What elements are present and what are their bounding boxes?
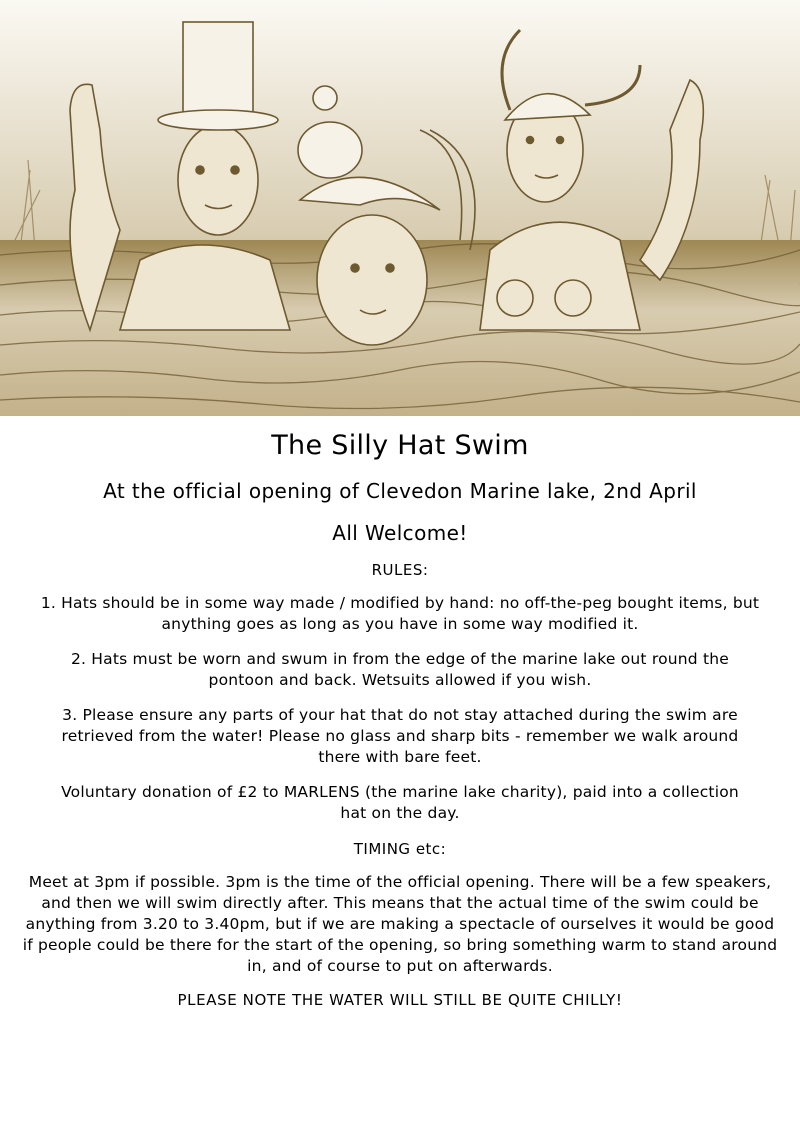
welcome-line: All Welcome! [332, 521, 468, 545]
rule-2: 2. Hats must be worn and swum in from the edge of the marine lake out round the pontoon and back. Wetsuits allowed if you wish. [70, 650, 729, 689]
flyer-title: The Silly Hat Swim [271, 430, 529, 461]
rule-1: 1. Hats should be in some way made / modified by hand: no off-the-peg bought items, but anything goes as long as you have in some way modified it. [40, 594, 760, 633]
swimmers-illustration [0, 0, 800, 416]
illustration-svg [0, 0, 800, 416]
timing-heading: TIMING etc: [353, 840, 447, 858]
chilly-water-note: PLEASE NOTE THE WATER WILL STILL BE QUITE CHILLY! [177, 991, 623, 1009]
rule-3: 3. Please ensure any parts of your hat that do not stay attached during the swim are retrieved from the water! Please no glass and sharp bits - remember we walk around there with bare feet. [61, 706, 739, 766]
timing-paragraph: Meet at 3pm if possible. 3pm is the time of the official opening. There will be a few speakers, and then we will swim directly after. This means that the actual time of the swim could be anything from 3.20 to 3.40pm, but if we are making a spectacle of ourselves it would be good if people could be there for the start of the opening, so bring something warm to stand around in, and of course to put on afterwards. [22, 873, 778, 975]
event-subtitle: At the official opening of Clevedon Marine lake, 2nd April [103, 479, 697, 503]
donation-paragraph: Voluntary donation of £2 to MARLENS (the marine lake charity), paid into a collection hat on the day. [61, 783, 739, 822]
rules-heading: RULES: [371, 561, 429, 579]
flyer-content [0, 416, 800, 1009]
